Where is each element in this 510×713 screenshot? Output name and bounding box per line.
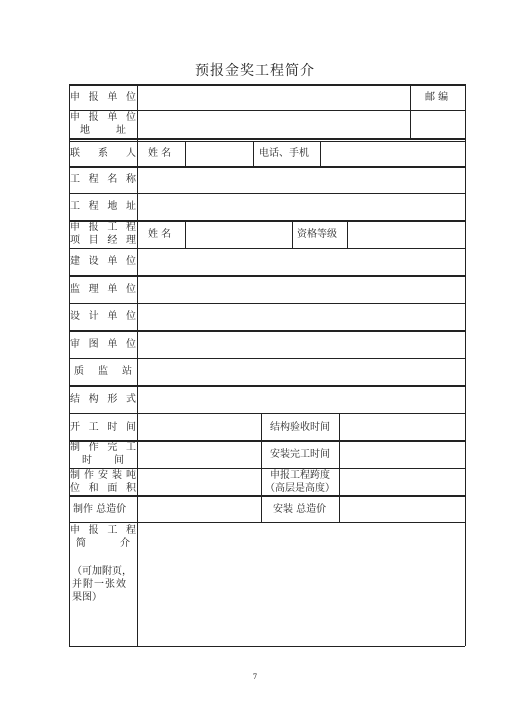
construction-unit-label: 建 设 单 位	[70, 256, 136, 267]
column-line	[185, 220, 186, 248]
applicant-address-label: 申 报 单 位 地 址	[70, 112, 136, 136]
row-line	[69, 84, 465, 86]
contact-person-label: 联 系 人	[70, 148, 136, 159]
supervision-unit-label: 监 理 单 位	[70, 284, 136, 295]
postcode-label: 邮 编	[425, 92, 449, 103]
project-summary-label: 申 报 工 程 简 介	[70, 525, 136, 549]
column-line	[261, 413, 262, 522]
install-total-cost-label: 安装 总造价	[273, 504, 327, 515]
pm-grade-label: 资格等级	[297, 229, 337, 240]
project-address-label: 工 程 地 址	[70, 201, 136, 212]
page-number: 7	[252, 673, 258, 681]
column-line	[347, 220, 348, 248]
row-line	[69, 141, 465, 142]
install-complete-label: 安装完工时间	[270, 449, 330, 460]
column-line	[339, 413, 340, 522]
span-label: 申报工程跨度 （高层是高度）	[265, 470, 335, 494]
row-line	[69, 495, 465, 497]
row-line	[69, 166, 465, 168]
row-line	[69, 385, 465, 387]
contact-phone-label: 电话、手机	[259, 148, 309, 159]
project-manager-label: 申 报 工 程 项 目 经 理	[70, 222, 136, 246]
structure-acceptance-label: 结构验收时间	[270, 422, 330, 433]
design-unit-label: 设 计 单 位	[70, 311, 136, 322]
row-line	[69, 248, 465, 249]
quality-station-label: 质 监 站	[74, 366, 132, 377]
project-name-label: 工 程 名 称	[70, 174, 136, 185]
pm-name-label: 姓 名	[148, 229, 172, 240]
row-line	[69, 646, 465, 647]
row-line	[69, 413, 465, 414]
row-line	[69, 193, 465, 194]
row-line	[69, 138, 465, 140]
column-line	[465, 84, 466, 646]
row-line	[69, 303, 465, 304]
column-line	[137, 84, 138, 646]
column-line	[253, 141, 254, 166]
summary-note: （可加附页， 并附一张效 果图）	[72, 566, 132, 603]
fab-complete-label: 制 作 完 工 时 间	[70, 442, 136, 466]
contact-name-label: 姓 名	[148, 148, 172, 159]
start-time-label: 开 工 时 间	[70, 422, 136, 433]
fab-total-cost-label: 制作 总造价	[73, 504, 127, 515]
row-line	[69, 330, 465, 332]
form-title: 预报金奖工程简介	[195, 63, 315, 79]
column-line	[320, 141, 321, 166]
review-unit-label: 审 图 单 位	[70, 339, 136, 350]
row-line	[69, 522, 465, 523]
structure-type-label: 结 构 形 式	[70, 394, 136, 405]
row-line	[69, 358, 465, 359]
column-line	[410, 84, 411, 138]
column-line	[185, 141, 186, 166]
row-line	[69, 275, 465, 277]
column-line	[292, 220, 293, 248]
fab-install-tonnage-label: 制作安装吨 位 和 面 积	[70, 470, 136, 494]
applicant-unit-label: 申 报 单 位	[70, 92, 136, 103]
